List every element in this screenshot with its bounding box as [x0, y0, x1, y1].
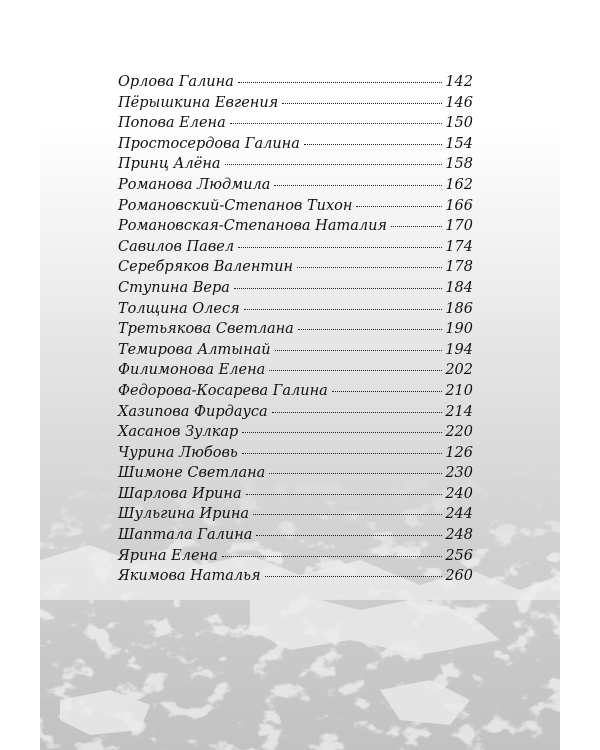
toc-entry-page: 202 — [445, 362, 473, 379]
toc-entry-name: Принц Алёна — [118, 156, 221, 173]
toc-entry-name: Шаптала Галина — [118, 527, 253, 544]
toc-entry-page: 146 — [445, 94, 473, 111]
toc-entry — [118, 342, 473, 363]
toc-leader-dots — [222, 556, 443, 557]
toc-leader-dots — [230, 123, 443, 124]
toc-entry — [118, 527, 473, 548]
table-of-contents — [118, 74, 473, 589]
toc-entry-page: 126 — [445, 444, 473, 461]
toc-entry-page: 244 — [445, 506, 473, 523]
toc-entry-page: 162 — [445, 176, 473, 193]
toc-entry — [118, 321, 473, 342]
toc-entry — [118, 239, 473, 260]
toc-entry — [118, 486, 473, 507]
toc-entry — [118, 424, 473, 445]
toc-entry-name: Хасанов Зулкар — [118, 424, 239, 441]
toc-leader-dots — [256, 535, 442, 536]
toc-entry-page: 186 — [445, 300, 473, 317]
toc-leader-dots — [332, 391, 442, 392]
toc-leader-dots — [253, 514, 442, 515]
toc-entry-name: Шимоне Светлана — [118, 465, 266, 482]
toc-entry-page: 154 — [445, 135, 473, 152]
toc-leader-dots — [356, 206, 442, 207]
toc-leader-dots — [244, 309, 443, 310]
toc-leader-dots — [304, 144, 442, 145]
toc-leader-dots — [238, 247, 442, 248]
toc-entry-page: 150 — [445, 115, 473, 132]
toc-entry — [118, 301, 473, 322]
toc-entry-name: Филимонова Елена — [118, 362, 266, 379]
toc-entry-name: Темирова Алтынай — [118, 341, 271, 358]
toc-entry-page: 142 — [445, 74, 473, 90]
toc-entry — [118, 362, 473, 383]
toc-entry — [118, 404, 473, 425]
toc-entry-page: 220 — [445, 424, 473, 441]
toc-leader-dots — [282, 103, 442, 104]
toc-entry — [118, 115, 473, 136]
toc-entry — [118, 95, 473, 116]
toc-entry-name: Серебряков Валентин — [118, 259, 294, 276]
toc-entry-name: Романовская-Степанова Наталия — [118, 218, 388, 235]
toc-entry-page: 166 — [445, 197, 473, 214]
toc-entry-name: Романова Людмила — [118, 176, 271, 193]
toc-entry-name: Шарлова Ирина — [118, 485, 242, 502]
toc-entry — [118, 259, 473, 280]
toc-leader-dots — [265, 576, 443, 577]
toc-leader-dots — [297, 267, 442, 268]
toc-entry-name: Попова Елена — [118, 115, 226, 132]
toc-entry-name: Романовский-Степанов Тихон — [118, 197, 353, 214]
toc-leader-dots — [298, 329, 443, 330]
toc-entry-page: 194 — [445, 341, 473, 358]
toc-entry-page: 170 — [445, 218, 473, 235]
toc-leader-dots — [242, 432, 442, 433]
toc-entry — [118, 548, 473, 569]
toc-entry-name: Чурина Любовь — [118, 444, 238, 461]
toc-entry-page: 248 — [445, 527, 473, 544]
toc-entry — [118, 74, 473, 95]
toc-entry-page: 184 — [445, 279, 473, 296]
toc-entry — [118, 198, 473, 219]
toc-entry — [118, 445, 473, 466]
toc-leader-dots — [238, 82, 442, 83]
toc-entry-page: 158 — [445, 156, 473, 173]
toc-leader-dots — [272, 412, 443, 413]
toc-entry-page: 256 — [445, 547, 473, 564]
toc-entry — [118, 383, 473, 404]
toc-entry-page: 230 — [445, 465, 473, 482]
toc-entry-name: Шульгина Ирина — [118, 506, 250, 523]
toc-entry — [118, 280, 473, 301]
toc-entry-name: Федорова-Косарева Галина — [118, 382, 328, 399]
toc-entry — [118, 156, 473, 177]
toc-leader-dots — [225, 164, 443, 165]
toc-entry-name: Толщина Олеся — [118, 300, 240, 317]
toc-entry-page: 210 — [445, 382, 473, 399]
toc-leader-dots — [274, 185, 442, 186]
toc-entry — [118, 568, 473, 589]
toc-leader-dots — [391, 226, 442, 227]
toc-entry-name: Пёрышкина Евгения — [118, 94, 279, 111]
toc-entry-name: Простосердова Галина — [118, 135, 300, 152]
toc-entry — [118, 177, 473, 198]
toc-entry-page: 240 — [445, 485, 473, 502]
toc-entry — [118, 218, 473, 239]
toc-entry-page: 178 — [445, 259, 473, 276]
toc-entry-page: 260 — [445, 568, 473, 585]
toc-entry-name: Якимова Наталья — [118, 568, 261, 585]
toc-leader-dots — [242, 453, 442, 454]
toc-leader-dots — [234, 288, 442, 289]
toc-entry — [118, 506, 473, 527]
toc-leader-dots — [246, 494, 443, 495]
toc-entry-page: 190 — [445, 321, 473, 338]
toc-entry — [118, 136, 473, 157]
toc-entry — [118, 465, 473, 486]
toc-entry-page: 174 — [445, 238, 473, 255]
toc-leader-dots — [269, 473, 442, 474]
toc-entry-name: Хазипова Фирдауса — [118, 403, 268, 420]
toc-entry-name: Орлова Галина — [118, 74, 234, 90]
toc-entry-name: Ступина Вера — [118, 279, 230, 296]
toc-entry-name: Третьякова Светлана — [118, 321, 294, 338]
toc-entry-name: Савилов Павел — [118, 238, 235, 255]
toc-entry-name: Ярина Елена — [118, 547, 218, 564]
toc-entry-page: 214 — [445, 403, 473, 420]
toc-leader-dots — [269, 370, 442, 371]
toc-leader-dots — [275, 350, 443, 351]
